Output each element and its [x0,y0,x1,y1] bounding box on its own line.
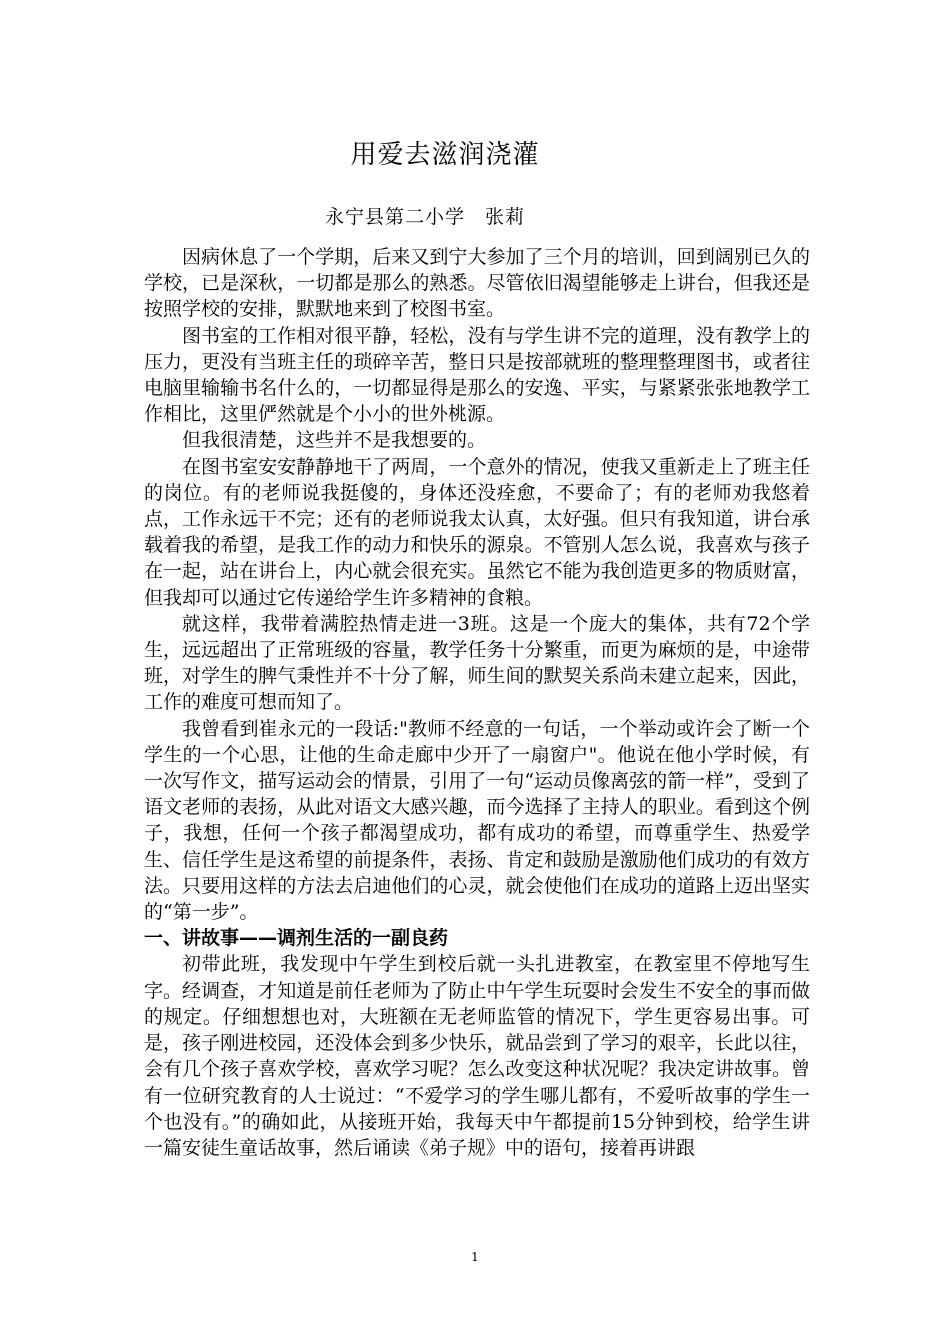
author-line: 永宁县第二小学 张莉 [324,206,525,228]
paragraph: 就这样，我带着满腔热情走进一3班。这是一个庞大的集体，共有72个学生，远远超出了正常班级的容量，教学任务十分繁重，而更为麻烦的是，中途带班，对学生的脾气秉性并不十分了解，师生间的默契关系尚未建立起来，因此，工作的难度可想而知了。 [144,612,810,714]
paragraph: 初带此班，我发现中午学生到校后就一头扎进教室，在教室里不停地写生字。经调查，才知道是前任老师为了防止中午学生玩耍时会发生不安全的事而做的规定。仔细想想也对，大班额在无老师监管的情况下，学生更容易出事。可是，孩子刚进校园，还没体会到多少快乐，就品尝到了学习的艰辛，长此以往，会有几个孩子喜欢学校，喜欢学习呢？怎么改变这种状况呢？我决定讲故事。曾有一位研究教育的人士说过：“不爱学习的学生哪儿都有，不爱听故事的学生一个也没有。”的确如此，从接班开始，我每天中午都提前15分钟到校，给学生讲一篇安徒生童话故事，然后诵读《弟子规》中的语句，接着再讲跟 [144,953,810,1159]
paragraph: 但我很清楚，这些并不是我想要的。 [182,429,487,452]
section-heading: 一、讲故事——调剂生活的一副良药 [144,927,449,950]
paragraph: 图书室的工作相对很平静，轻松，没有与学生讲不完的道理，没有教学上的压力，更没有当班主任的琐碎辛苦，整日只是按部就班的整理整理图书，或者往电脑里输输书名什么的，一切都显得是那么的安逸、平实，与紧紧张张地教学工作相比，这里俨然就是个小小的世外桃源。 [144,324,810,426]
document-title: 用爱去滋润浇灌 [350,140,540,170]
document-body [144,244,810,1161]
paragraph: 因病休息了一个学期，后来又到宁大参加了三个月的培训，回到阔别已久的学校，已是深秋，一切都是那么的熟悉。尽管依旧渴望能够走上讲台，但我还是按照学校的安排，默默地来到了校图书室。 [144,246,810,321]
paragraph: 我曾看到崔永元的一段话:"教师不经意的一句话，一个举动或许会了断一个学生的一个心思，让他的生命走廊中少开了一扇窗户"。他说在他小学时候，有一次写作文，描写运动会的情景，引用了一句“运动员像离弦的箭一样”，受到了语文老师的表扬，从此对语文大感兴趣，而今选择了主持人的职业。看到这个例子，我想，任何一个孩子都渴望成功，都有成功的希望，而尊重学生、热爱学生、信任学生是这希望的前提条件，表扬、肯定和鼓励是激励他们成功的有效方法。只要用这样的方法去启迪他们的心灵，就会使他们在成功的道路上迈出坚实的“第一步”。 [144,717,810,924]
page-number: 1 [471,1250,479,1264]
paragraph: 在图书室安安静静地干了两周，一个意外的情况，使我又重新走上了班主任的岗位。有的老师说我挺傻的，身体还没痊愈，不要命了；有的老师劝我悠着点，工作永远干不完；还有的老师说我太认真，太好强。但只有我知道，讲台承载着我的希望，是我工作的动力和快乐的源泉。不管别人怎么说，我喜欢与孩子在一起，站在讲台上，内心就会很充实。虽然它不能为我创造更多的物质财富，但我却可以通过它传递给学生许多精神的食粮。 [144,455,810,609]
